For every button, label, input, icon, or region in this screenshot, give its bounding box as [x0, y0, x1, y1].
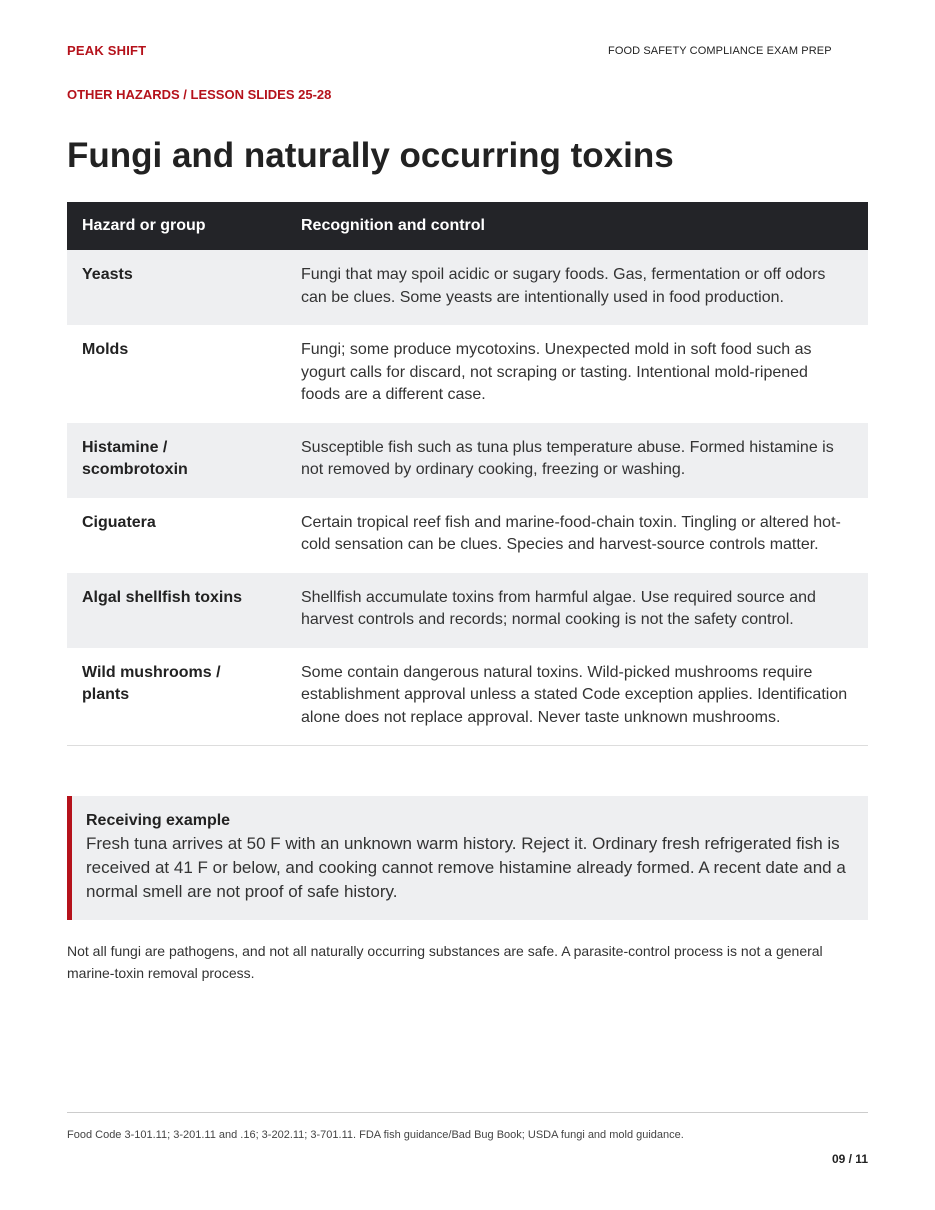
- document-title: FOOD SAFETY COMPLIANCE EXAM PREP: [608, 45, 832, 57]
- closing-note: Not all fungi are pathogens, and not all naturally occurring substances are safe. A parasite-control process is not a general marine-toxin removal process.: [67, 943, 823, 981]
- page-title: Fungi and naturally occurring toxins: [67, 136, 674, 175]
- control-cell: Susceptible fish such as tuna plus temperature abuse. Formed histamine is not removed by ordinary cooking, freezing or washing.: [286, 423, 868, 498]
- hazard-cell: Wild mushrooms / plants: [67, 648, 286, 746]
- table-row: [67, 498, 868, 573]
- table-row: [67, 648, 868, 746]
- brand-name: PEAK SHIFT: [67, 43, 147, 58]
- callout-body: Fresh tuna arrives at 50 F with an unknown warm history. Reject it. Ordinary fresh refrigerated fish is received at 41 F or below, and cooking cannot remove histamine already formed. A recent date and a normal smell are not proof of safe history.: [86, 834, 846, 901]
- page-number: 09 / 11: [831, 1152, 868, 1166]
- callout-title: Receiving example: [86, 812, 231, 829]
- footer-divider: [67, 1112, 868, 1113]
- hazard-cell: Molds: [82, 341, 129, 358]
- table-header-row: [67, 202, 868, 250]
- control-cell: Certain tropical reef fish and marine-food-chain toxin. Tingling or altered hot-cold sensation can be clues. Species and harvest-source controls matter.: [301, 513, 841, 553]
- control-cell: Fungi that may spoil acidic or sugary foods. Gas, fermentation or off odors can be clues. Some yeasts are intentionally used in food production.: [286, 250, 868, 325]
- table-row: [67, 250, 868, 325]
- hazards-table: [67, 202, 868, 746]
- section-label: OTHER HAZARDS / LESSON SLIDES 25-28: [67, 87, 332, 102]
- receiving-example-callout: [67, 796, 868, 920]
- hazard-cell: Algal shellfish toxins: [67, 573, 286, 648]
- hazard-cell: Yeasts: [67, 250, 286, 325]
- table-row: [67, 423, 868, 498]
- table-row: [67, 573, 868, 648]
- hazards-table-container: [67, 202, 868, 746]
- sources-citation: Food Code 3-101.11; 3-201.11 and .16; 3-202.11; 3-701.11. FDA fish guidance/Bad Bug Book; USDA fungi and mold guidance.: [67, 1129, 684, 1141]
- control-cell: Some contain dangerous natural toxins. Wild-picked mushrooms require establishment approval unless a stated Code exception applies. Identification alone does not replace approval. Never taste unknown mushrooms.: [286, 648, 868, 746]
- column-header-control: Recognition and control: [286, 202, 868, 250]
- control-cell: Fungi; some produce mycotoxins. Unexpected mold in soft food such as yogurt calls for discard, not scraping or tasting. Intentional mold-ripened foods are a different case.: [301, 341, 812, 403]
- hazard-cell: Ciguatera: [82, 513, 156, 531]
- hazard-cell: Histamine / scombrotoxin: [67, 423, 286, 498]
- table-row: [67, 325, 868, 423]
- column-header-hazard: Hazard or group: [67, 202, 286, 250]
- control-cell: Shellfish accumulate toxins from harmful algae. Use required source and harvest controls and records; normal cooking is not the safety control.: [286, 573, 868, 648]
